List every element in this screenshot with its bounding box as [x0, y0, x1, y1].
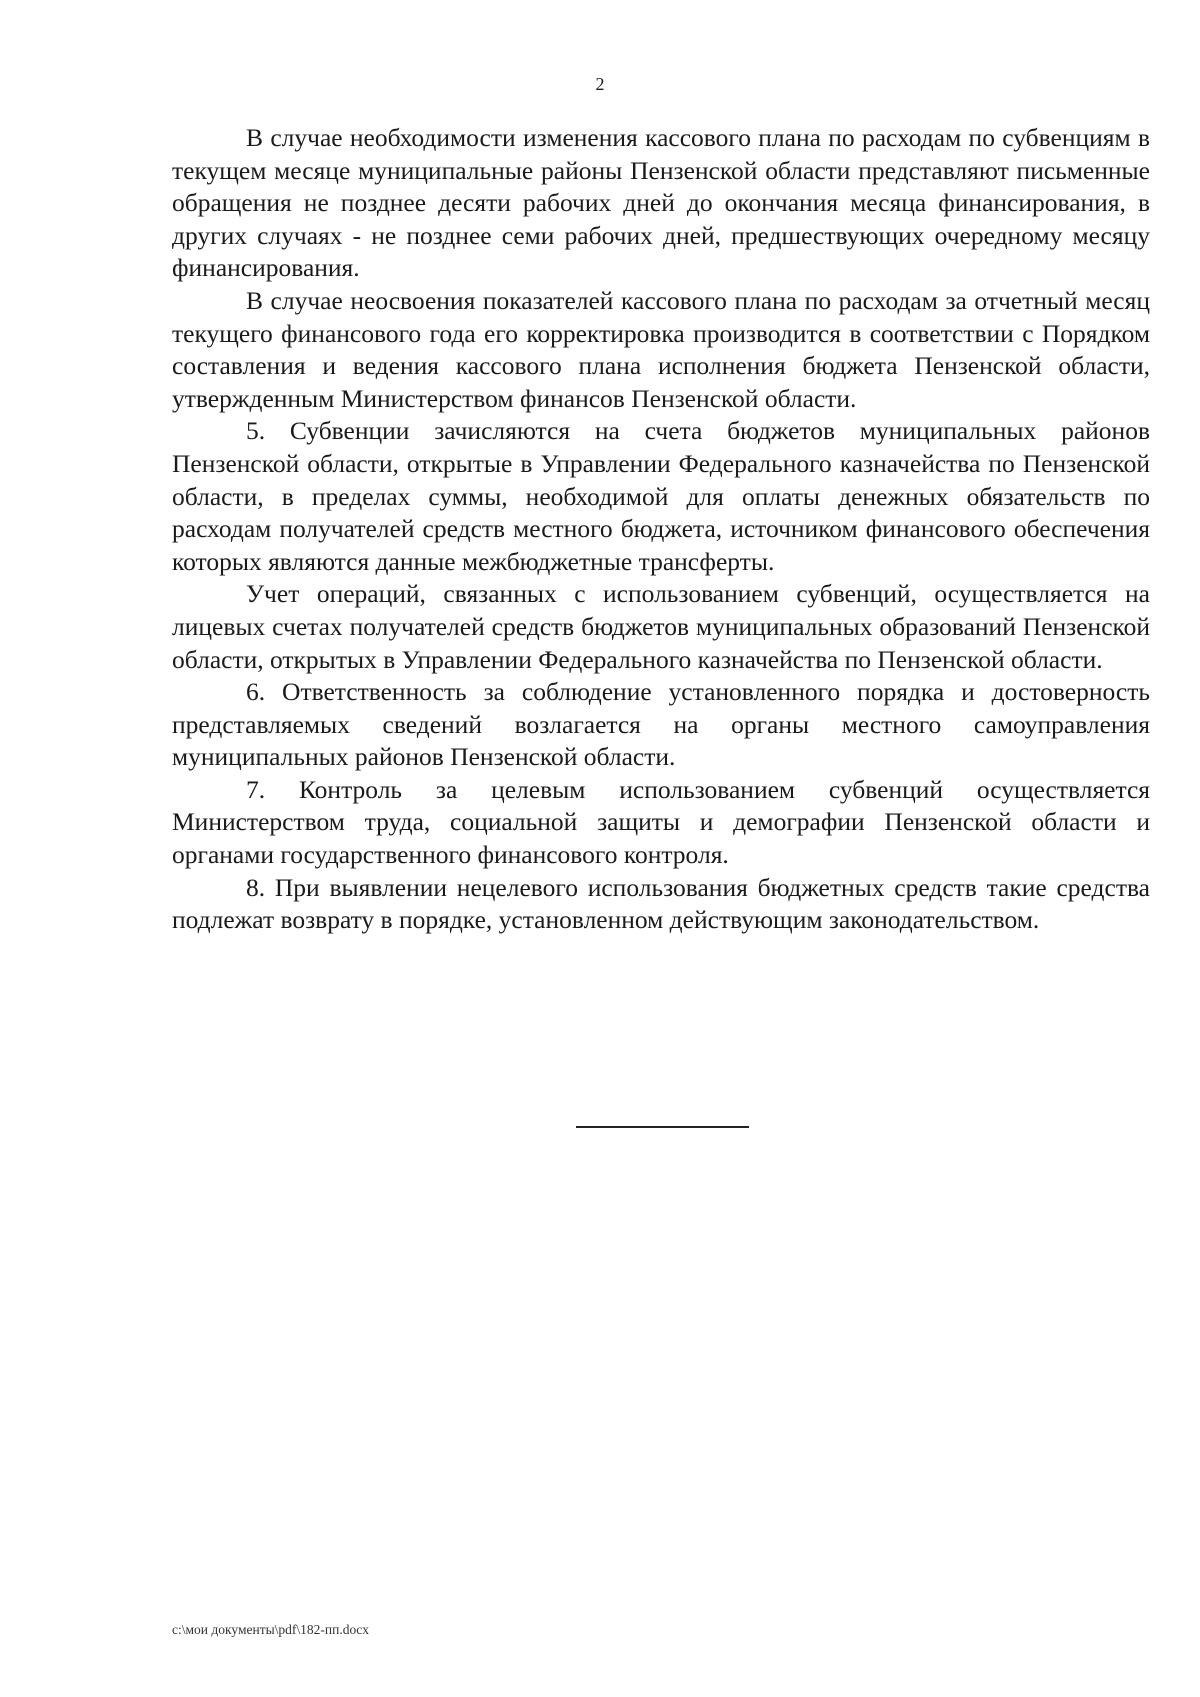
- end-of-document-rule: [576, 1126, 749, 1128]
- paragraph-item-6: 6. Ответственность за соблюдение установленного порядка и достоверность представляемых сведений возлагается на органы местного самоуправления муниципальных районов Пензенской области.: [172, 677, 1150, 772]
- paragraph-kassovy-plan-change: В случае необходимости изменения кассового плана по расходам по субвенциям в текущем месяце муниципальные районы Пензенской области представляют письменные обращения не позднее десяти рабочих дней до окончания месяца финансирования, в других случаях - не позднее семи рабочих дней, предшествующих очередному месяцу финансирования.: [172, 123, 1150, 283]
- paragraph-item-8: 8. При выявлении нецелевого использования бюджетных средств такие средства подлежат возврату в порядке, установленном действующим законодательством.: [172, 872, 1150, 935]
- document-body: [172, 122, 1150, 937]
- page-number: 2: [595, 74, 605, 94]
- paragraph-accounting: Учет операций, связанных с использованием субвенций, осуществляется на лицевых счетах получателей средств бюджетов муниципальных образований Пензенской области, открытых в Управлении Федерального казначейства по Пензенской области.: [172, 579, 1150, 674]
- paragraph-item-7: 7. Контроль за целевым использованием субвенций осуществляется Министерством труда, социальной защиты и демографии Пензенской области и органами государственного финансового контроля.: [172, 774, 1150, 870]
- paragraph-item-5: 5. Субвенции зачисляются на счета бюджетов муниципальных районов Пензенской области, открытые в Управлении Федерального казначейства по Пензенской области, в пределах суммы, необходимой для оплаты денежных обязательств по расходам получателей средств местного бюджета, источником финансового обеспечения которых являются данные межбюджетные трансферты.: [172, 416, 1150, 576]
- footer-file-path: c:\мои документы\pdf\182-пп.docx: [172, 1622, 369, 1637]
- paragraph-kassovy-plan-correction: В случае неосвоения показателей кассового плана по расходам за отчетный месяц текущего финансового года его корректировка производится в соответствии с Порядком составления и ведения кассового плана исполнения бюджета Пензенской области, утвержденным Министерством финансов Пензенской области.: [172, 285, 1150, 413]
